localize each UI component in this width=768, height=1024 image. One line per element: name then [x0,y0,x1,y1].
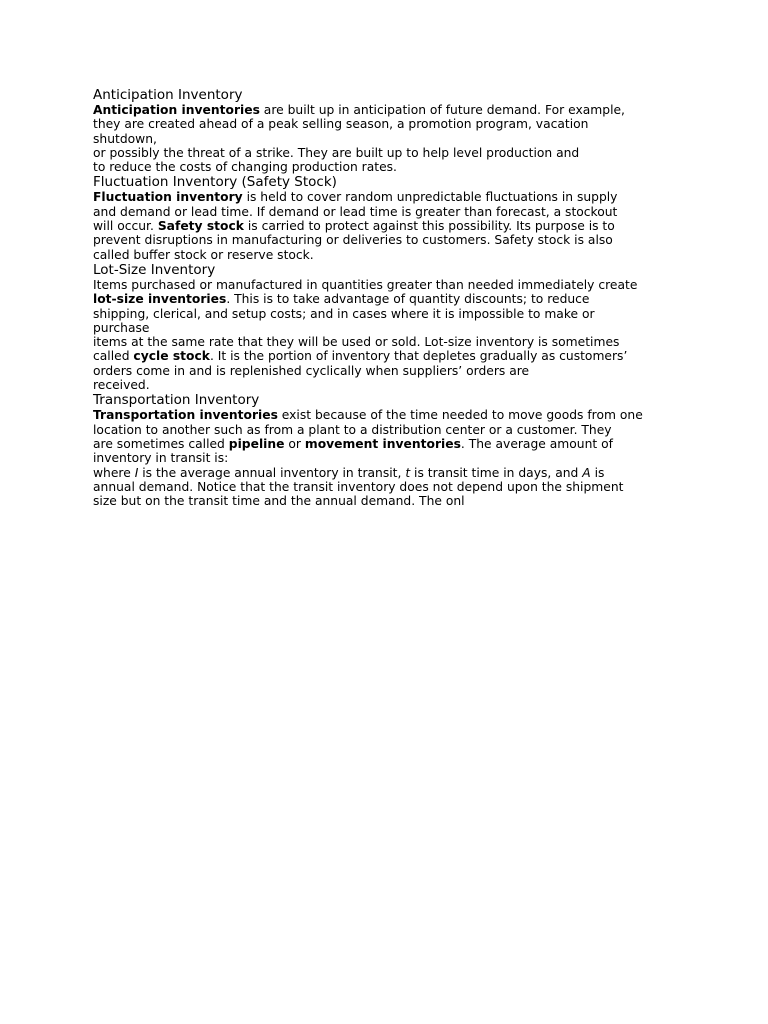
text-run: prevent disruptions in manufacturing or deliveries to customers. Safety stock is also [93,233,613,248]
text-run: will occur. [93,219,158,234]
body-line [93,437,693,451]
text-run: is held to cover random unpredictable fluctuations in supply [242,190,618,205]
text-run: . This is to take advantage of quantity discounts; to reduce [226,292,590,307]
document-page [93,87,693,508]
text-run: to reduce the costs of changing production rates. [93,160,397,175]
body-line [93,423,693,437]
text-run: called [93,349,134,364]
section-anticipation-inventory [93,87,693,174]
body-line [93,248,693,262]
body-line [93,378,693,392]
bold-term: cycle stock [133,349,210,364]
body-line [93,451,693,465]
section-heading: Fluctuation Inventory (Safety Stock) [93,174,337,191]
text-run: shutdown, [93,131,157,146]
body-line [93,205,693,219]
body-line [93,466,693,480]
bold-term: lot-size inventories [93,292,227,307]
text-run: shipping, clerical, and setup costs; and in cases where it is impossible to make or [93,306,595,321]
text-run: called buffer stock or reserve stock. [93,247,314,262]
body-line [93,233,693,247]
text-run: are built up in anticipation of future demand. For example, [259,103,625,117]
body-line [93,292,693,306]
body-line [93,494,693,508]
text-run: exist because of the time needed to move goods from one [277,408,643,423]
body-line [93,117,693,131]
text-run: they are created ahead of a peak selling season, a promotion program, vacation [93,117,589,132]
section-heading: Anticipation Inventory [93,87,243,103]
text-run: is [590,465,605,480]
italic-variable: A [582,465,591,480]
body-line [93,364,693,378]
bold-term: Safety stock [157,219,244,234]
body-line [93,132,693,146]
text-run: orders come in and is replenished cyclically when suppliers’ orders are [93,363,530,378]
section-heading: Lot-Size Inventory [93,261,216,278]
body-line [93,480,693,494]
section-lot-size-inventory [93,262,693,392]
section-transportation-inventory [93,392,693,508]
body-line [93,349,693,363]
section-heading: Transportation Inventory [93,392,260,409]
text-run: and demand or lead time. If demand or lead time is greater than forecast, a stockout [93,204,618,219]
text-run: size but on the transit time and the annual demand. The onl [93,494,465,509]
text-run: or [284,436,305,451]
text-run: are sometimes called [93,436,229,451]
italic-variable: I [134,465,139,480]
body-line [93,278,693,292]
text-run: where [93,465,135,480]
section-fluctuation-inventory [93,174,693,261]
text-run: . It is the portion of inventory that depletes gradually as customers’ [209,349,628,364]
body-line [93,219,693,233]
body-line [93,103,693,117]
bold-term: Anticipation inventories [93,103,260,117]
text-run: purchase [93,320,150,335]
body-line [93,408,693,422]
text-run: inventory in transit is: [93,451,229,466]
text-run: is transit time in days, and [410,465,583,480]
bold-term: movement inventories [304,436,461,451]
text-run: is carried to protect against this possibility. Its purpose is to [243,219,615,234]
body-line [93,335,693,349]
body-line [93,160,693,174]
body-line [93,146,693,160]
italic-variable: t [405,465,411,480]
body-line [93,190,693,204]
bold-term: Transportation inventories [93,408,278,423]
text-run: location to another such as from a plant to a distribution center or a customer. They [93,422,612,437]
bold-term: pipeline [228,436,285,451]
body-line [93,321,693,335]
bold-term: Fluctuation inventory [93,190,243,205]
text-run: items at the same rate that they will be used or sold. Lot-size inventory is sometimes [93,335,620,350]
text-run: or possibly the threat of a strike. They are built up to help level production and [93,145,580,160]
text-run: is the average annual inventory in transit, [138,465,406,480]
text-run: Items purchased or manufactured in quantities greater than needed immediately create [93,277,638,292]
text-run: annual demand. Notice that the transit inventory does not depend upon the shipment [93,479,624,494]
body-line [93,307,693,321]
text-run: received. [93,378,150,393]
text-run: . The average amount of [460,436,613,451]
